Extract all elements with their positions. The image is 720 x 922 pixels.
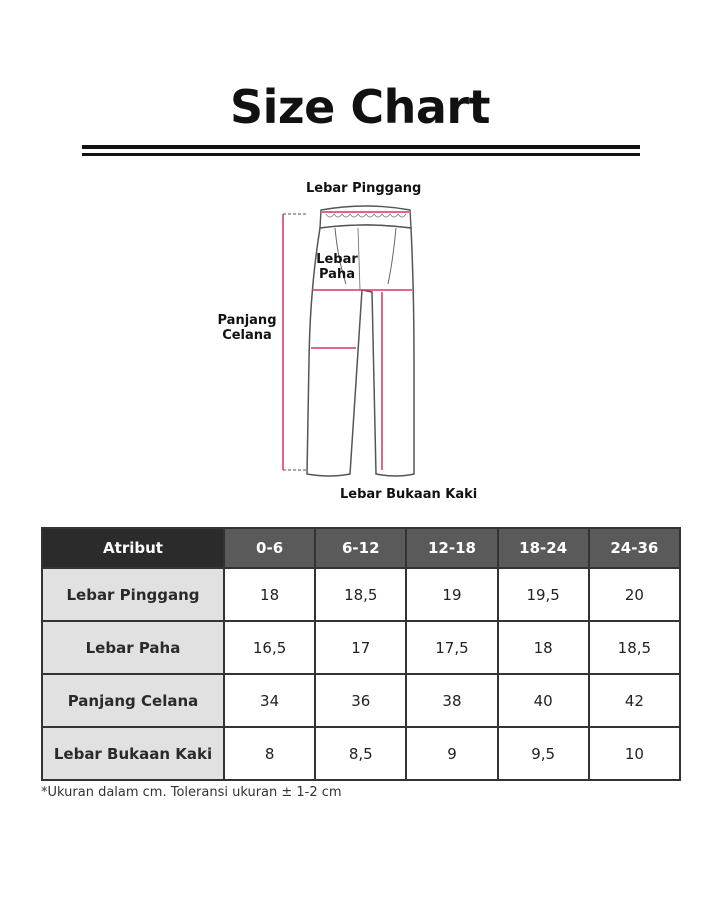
table-row bbox=[42, 621, 680, 674]
header-size-24-36: 24-36 bbox=[589, 528, 680, 568]
table-cell: 18,5 bbox=[315, 568, 406, 621]
header-size-18-24: 18-24 bbox=[498, 528, 589, 568]
table-cell: 16,5 bbox=[224, 621, 315, 674]
size-table bbox=[41, 527, 681, 781]
label-pants-length-line2: Celana bbox=[222, 328, 272, 343]
table-cell: 38 bbox=[406, 674, 497, 727]
page-title: Size Chart bbox=[229, 80, 491, 134]
row-label: Lebar Paha bbox=[42, 621, 224, 674]
label-thigh-width-line1: Lebar bbox=[316, 252, 358, 267]
table-row bbox=[42, 727, 680, 780]
label-pants-length-line1: Panjang bbox=[217, 313, 277, 328]
table-cell: 18 bbox=[498, 621, 589, 674]
table-cell: 10 bbox=[589, 727, 680, 780]
table-cell: 19 bbox=[406, 568, 497, 621]
size-tolerance-note: *Ukuran dalam cm. Toleransi ukuran ± 1-2 cm bbox=[41, 785, 342, 800]
row-label: Panjang Celana bbox=[42, 674, 224, 727]
table-cell: 9 bbox=[406, 727, 497, 780]
table-cell: 19,5 bbox=[498, 568, 589, 621]
header-size-12-18: 12-18 bbox=[406, 528, 497, 568]
table-cell: 42 bbox=[589, 674, 680, 727]
label-thigh-width bbox=[316, 252, 358, 282]
table-cell: 17,5 bbox=[406, 621, 497, 674]
label-leg-opening: Lebar Bukaan Kaki bbox=[340, 487, 478, 502]
header-size-6-12: 6-12 bbox=[315, 528, 406, 568]
header-size-0-6: 0-6 bbox=[224, 528, 315, 568]
table-cell: 18,5 bbox=[589, 621, 680, 674]
label-waist-width: Lebar Pinggang bbox=[306, 181, 422, 196]
table-cell: 36 bbox=[315, 674, 406, 727]
table-row bbox=[42, 568, 680, 621]
label-pants-length bbox=[214, 313, 280, 343]
header-attribute: Atribut bbox=[42, 528, 224, 568]
row-label: Lebar Bukaan Kaki bbox=[42, 727, 224, 780]
table-cell: 9,5 bbox=[498, 727, 589, 780]
table-row bbox=[42, 674, 680, 727]
table-cell: 20 bbox=[589, 568, 680, 621]
table-cell: 8,5 bbox=[315, 727, 406, 780]
table-header-row bbox=[42, 528, 680, 568]
table-cell: 17 bbox=[315, 621, 406, 674]
row-label: Lebar Pinggang bbox=[42, 568, 224, 621]
table-cell: 40 bbox=[498, 674, 589, 727]
table-cell: 18 bbox=[224, 568, 315, 621]
table-cell: 8 bbox=[224, 727, 315, 780]
label-thigh-width-line2: Paha bbox=[319, 267, 355, 282]
table-cell: 34 bbox=[224, 674, 315, 727]
